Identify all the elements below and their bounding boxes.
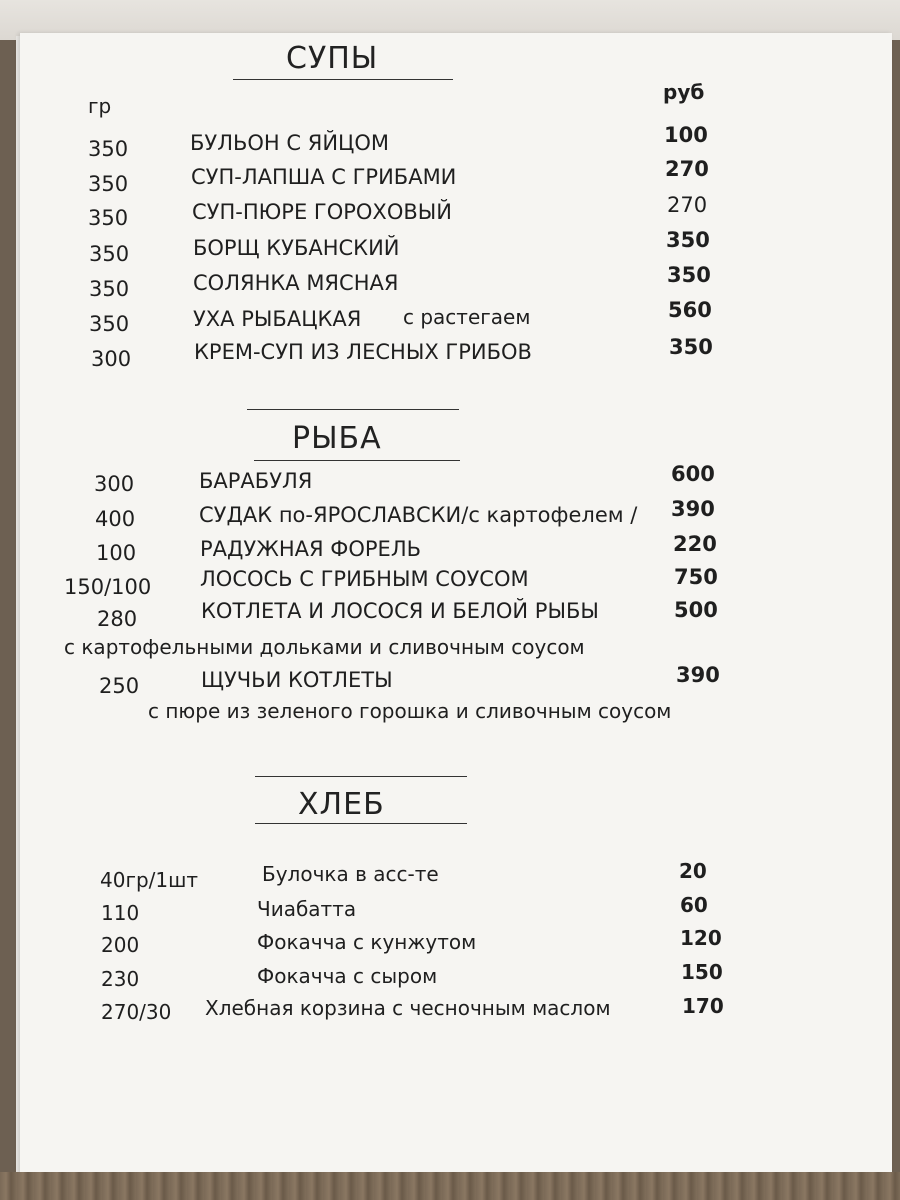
- item-weight: 350: [89, 277, 130, 301]
- item-subline: с картофельными дольками и сливочным соусом: [64, 635, 585, 659]
- item-weight: 270/30: [101, 1000, 172, 1024]
- item-weight: 350: [88, 172, 129, 196]
- item-price: 20: [679, 859, 707, 883]
- item-note: с растегаем: [403, 305, 531, 329]
- item-name: КОТЛЕТА И ЛОСОСЯ И БЕЛОЙ РЫБЫ: [201, 599, 599, 623]
- item-price: 270: [667, 193, 708, 217]
- item-price: 150: [681, 960, 723, 984]
- item-name: КРЕМ-СУП ИЗ ЛЕСНЫХ ГРИБОВ: [194, 340, 532, 364]
- item-weight: 40гр/1шт: [100, 868, 199, 892]
- section-title-bread: ХЛЕБ: [298, 787, 385, 822]
- item-name: ЩУЧЬИ КОТЛЕТЫ: [201, 668, 393, 692]
- item-weight: 110: [101, 901, 140, 925]
- item-name: БОРЩ КУБАНСКИЙ: [193, 236, 400, 260]
- item-price: 390: [671, 497, 715, 521]
- item-name: УХА РЫБАЦКАЯ: [193, 307, 362, 331]
- grams-column-header: гр: [88, 94, 112, 118]
- item-price: 100: [664, 123, 708, 147]
- item-price: 120: [680, 926, 722, 950]
- item-weight: 200: [101, 933, 140, 957]
- item-weight: 250: [99, 674, 140, 698]
- item-price: 350: [667, 263, 711, 287]
- item-price: 500: [674, 598, 718, 622]
- section-underline: [254, 460, 460, 461]
- section-overline: [247, 409, 459, 410]
- item-price: 350: [669, 335, 713, 359]
- item-name: Фокачча с кунжутом: [257, 930, 477, 954]
- item-weight: 350: [88, 206, 129, 230]
- section-underline: [255, 823, 467, 824]
- item-price: 750: [674, 565, 718, 589]
- item-weight: 400: [95, 507, 136, 531]
- item-name: БАРАБУЛЯ: [199, 469, 313, 493]
- item-name: СУП-ЛАПША С ГРИБАМИ: [191, 165, 457, 189]
- section-title-fish: РЫБА: [292, 421, 382, 456]
- item-name: Хлебная корзина с чесночным маслом: [205, 996, 611, 1020]
- item-price: 220: [673, 532, 717, 556]
- item-price: 560: [668, 298, 712, 322]
- item-weight: 150/100: [64, 575, 152, 599]
- item-weight: 350: [89, 242, 130, 266]
- item-name: ЛОСОСЬ С ГРИБНЫМ СОУСОМ: [200, 567, 529, 591]
- item-price: 60: [680, 893, 708, 917]
- wooden-table-edge: [0, 1172, 900, 1200]
- item-price: 270: [665, 157, 709, 181]
- section-title-soups: СУПЫ: [286, 41, 379, 76]
- item-weight: 230: [101, 967, 140, 991]
- section-overline: [255, 776, 467, 777]
- item-weight: 280: [97, 607, 138, 631]
- price-column-header: руб: [663, 80, 705, 104]
- item-name: Чиабатта: [257, 897, 357, 921]
- item-name: СУДАК по-ЯРОСЛАВСКИ/с картофелем /: [199, 503, 638, 527]
- item-weight: 350: [89, 312, 130, 336]
- item-name: РАДУЖНАЯ ФОРЕЛЬ: [200, 537, 422, 561]
- item-weight: 350: [88, 137, 129, 161]
- item-price: 350: [666, 228, 710, 252]
- item-name: СОЛЯНКА МЯСНАЯ: [193, 271, 399, 295]
- item-name: СУП-ПЮРЕ ГОРОХОВЫЙ: [192, 200, 452, 224]
- item-price: 170: [682, 994, 724, 1018]
- item-price: 600: [671, 462, 715, 486]
- item-name: БУЛЬОН С ЯЙЦОМ: [190, 131, 389, 155]
- item-weight: 100: [96, 541, 137, 565]
- item-weight: 300: [94, 472, 135, 496]
- section-underline: [233, 79, 453, 80]
- item-subline: с пюре из зеленого горошка и сливочным соусом: [148, 699, 672, 723]
- item-name: Фокачча с сыром: [257, 964, 438, 988]
- item-price: 390: [676, 663, 720, 687]
- item-name: Булочка в асс-те: [262, 862, 439, 886]
- item-weight: 300: [91, 347, 132, 371]
